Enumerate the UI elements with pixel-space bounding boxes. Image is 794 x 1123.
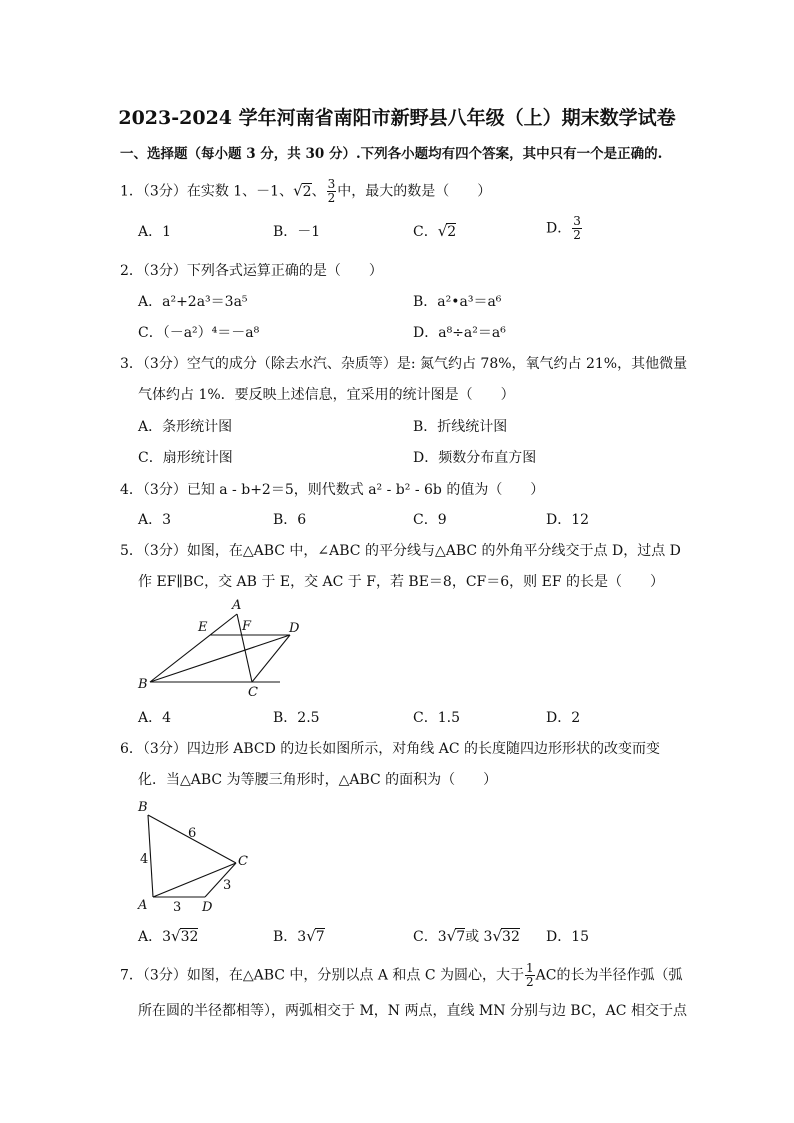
question-2: 2．（3分）下列各式运算正确的是（ ） (120, 263, 383, 279)
question-3-line2: 气体约占 1%．要反映上述信息，宜采用的统计图是（ ） (138, 387, 515, 403)
question-5-line2: 作 EF∥BC，交 AB 于 E，交 AC 于 F，若 BE＝8，CF＝6，则 EF 的长是（ ） (138, 574, 664, 590)
length-bc: 6 (188, 826, 197, 841)
q6-figure (130, 795, 260, 915)
q5-option-d[interactable]: D．2 (546, 710, 581, 726)
label-d: D (202, 900, 213, 915)
q1-text-a: 1．（3分）在实数 1、－1、 (120, 183, 294, 200)
q2-option-c[interactable]: C．（－a²）⁴＝－a⁸ (138, 325, 260, 341)
label-f: F (242, 619, 252, 634)
line-cd (252, 635, 290, 682)
label-d: D (289, 621, 300, 636)
q5-option-a[interactable]: A．4 (138, 710, 172, 726)
q1-option-c[interactable]: C．√2 (413, 222, 457, 240)
side-ab (148, 815, 153, 897)
q1-text-b: 、 (311, 183, 326, 200)
question-6-line1: 6．（3分）四边形 ABCD 的边长如图所示，对角线 AC 的长度随四边形形状的改变而变 (120, 741, 661, 757)
q3-option-c[interactable]: C．扇形统计图 (138, 450, 233, 466)
question-5-line1: 5．（3分）如图，在△ABC 中，∠ABC 的平分线与△ABC 的外角平分线交于点 D，过点 D (120, 543, 681, 559)
label-b: B (138, 677, 148, 692)
label-c: C (248, 685, 258, 700)
length-cd: 3 (223, 878, 232, 893)
line-ba (150, 614, 237, 682)
q4-option-b[interactable]: B．6 (273, 512, 307, 528)
q6-option-b[interactable]: B．3√7 (273, 927, 325, 945)
section-heading: 一、选择题（每小题 3 分，共 30 分）.下列各小题均有四个答案，其中只有一个是正确的. (120, 146, 663, 162)
line-bd (150, 635, 290, 682)
label-e: E (198, 620, 208, 635)
q6-option-d[interactable]: D．15 (546, 929, 590, 945)
q5-option-c[interactable]: C．1.5 (413, 710, 460, 726)
length-ad: 3 (173, 900, 182, 915)
q3-option-b[interactable]: B．折线统计图 (413, 419, 508, 435)
q4-option-d[interactable]: D．12 (546, 512, 590, 528)
q6-option-a[interactable]: A．3√32 (138, 927, 199, 945)
question-4: 4．（3分）已知 a - b+2＝5，则代数式 a² - b² - 6b 的值为（ ） (120, 482, 545, 498)
q6-option-c[interactable]: C．3√7或 3√32 (413, 927, 520, 945)
q1-sqrt-arg: 2 (302, 183, 312, 200)
label-a: A (138, 898, 148, 913)
question-1: 1．（3分）在实数 1、－1、√2、 $\frac{3}{2}$ 中，最大的数是（ ） (120, 177, 492, 205)
question-3-line1: 3．（3分）空气的成分（除去水汽、杂质等）是: 氮气约占 78%，氧气约占 21%，其他微量 (120, 356, 688, 372)
q4-option-a[interactable]: A．3 (138, 512, 172, 528)
q1-text-c: 中，最大的数是（ ） (337, 183, 492, 200)
question-7-line2: 所在圆的半径都相等），两弧相交于 M，N 两点，直线 MN 分别与边 BC，AC 相交于点 (138, 1003, 687, 1019)
q5-option-b[interactable]: B．2.5 (273, 710, 320, 726)
question-6-line2: 化．当△ABC 为等腰三角形时，△ABC 的面积为（ ） (138, 772, 498, 788)
q3-option-a[interactable]: A．条形统计图 (138, 419, 233, 435)
q1-option-d[interactable]: D． $\frac{3}{2}$ (546, 214, 581, 242)
q5-figure (130, 594, 310, 704)
side-cd (205, 863, 236, 897)
q2-option-b[interactable]: B．a²•a³＝a⁶ (413, 294, 502, 310)
label-a: A (232, 598, 242, 613)
page-title: 2023-2024 学年河南省南阳市新野县八年级（上）期末数学试卷 (118, 107, 676, 129)
q2-option-a[interactable]: A．a²+2a³＝3a⁵ (138, 294, 248, 310)
label-b: B (138, 800, 148, 815)
question-7-line1: 7．（3分）如图，在△ABC 中，分别以点 A 和点 C 为圆心，大于 $\frac{1}{2}$ AC的长为半径作弧（弧 (120, 961, 683, 989)
q1-option-b[interactable]: B．－1 (273, 224, 321, 240)
q1-fraction: $\frac{3}{2}$ (327, 177, 336, 205)
q4-option-c[interactable]: C．9 (413, 512, 447, 528)
q2-option-d[interactable]: D．a⁸÷a²＝a⁶ (413, 325, 506, 341)
length-ab: 4 (140, 852, 149, 867)
q3-option-d[interactable]: D．频数分布直方图 (413, 450, 537, 466)
q1-option-a[interactable]: A．1 (138, 224, 172, 240)
label-c: C (238, 854, 248, 869)
